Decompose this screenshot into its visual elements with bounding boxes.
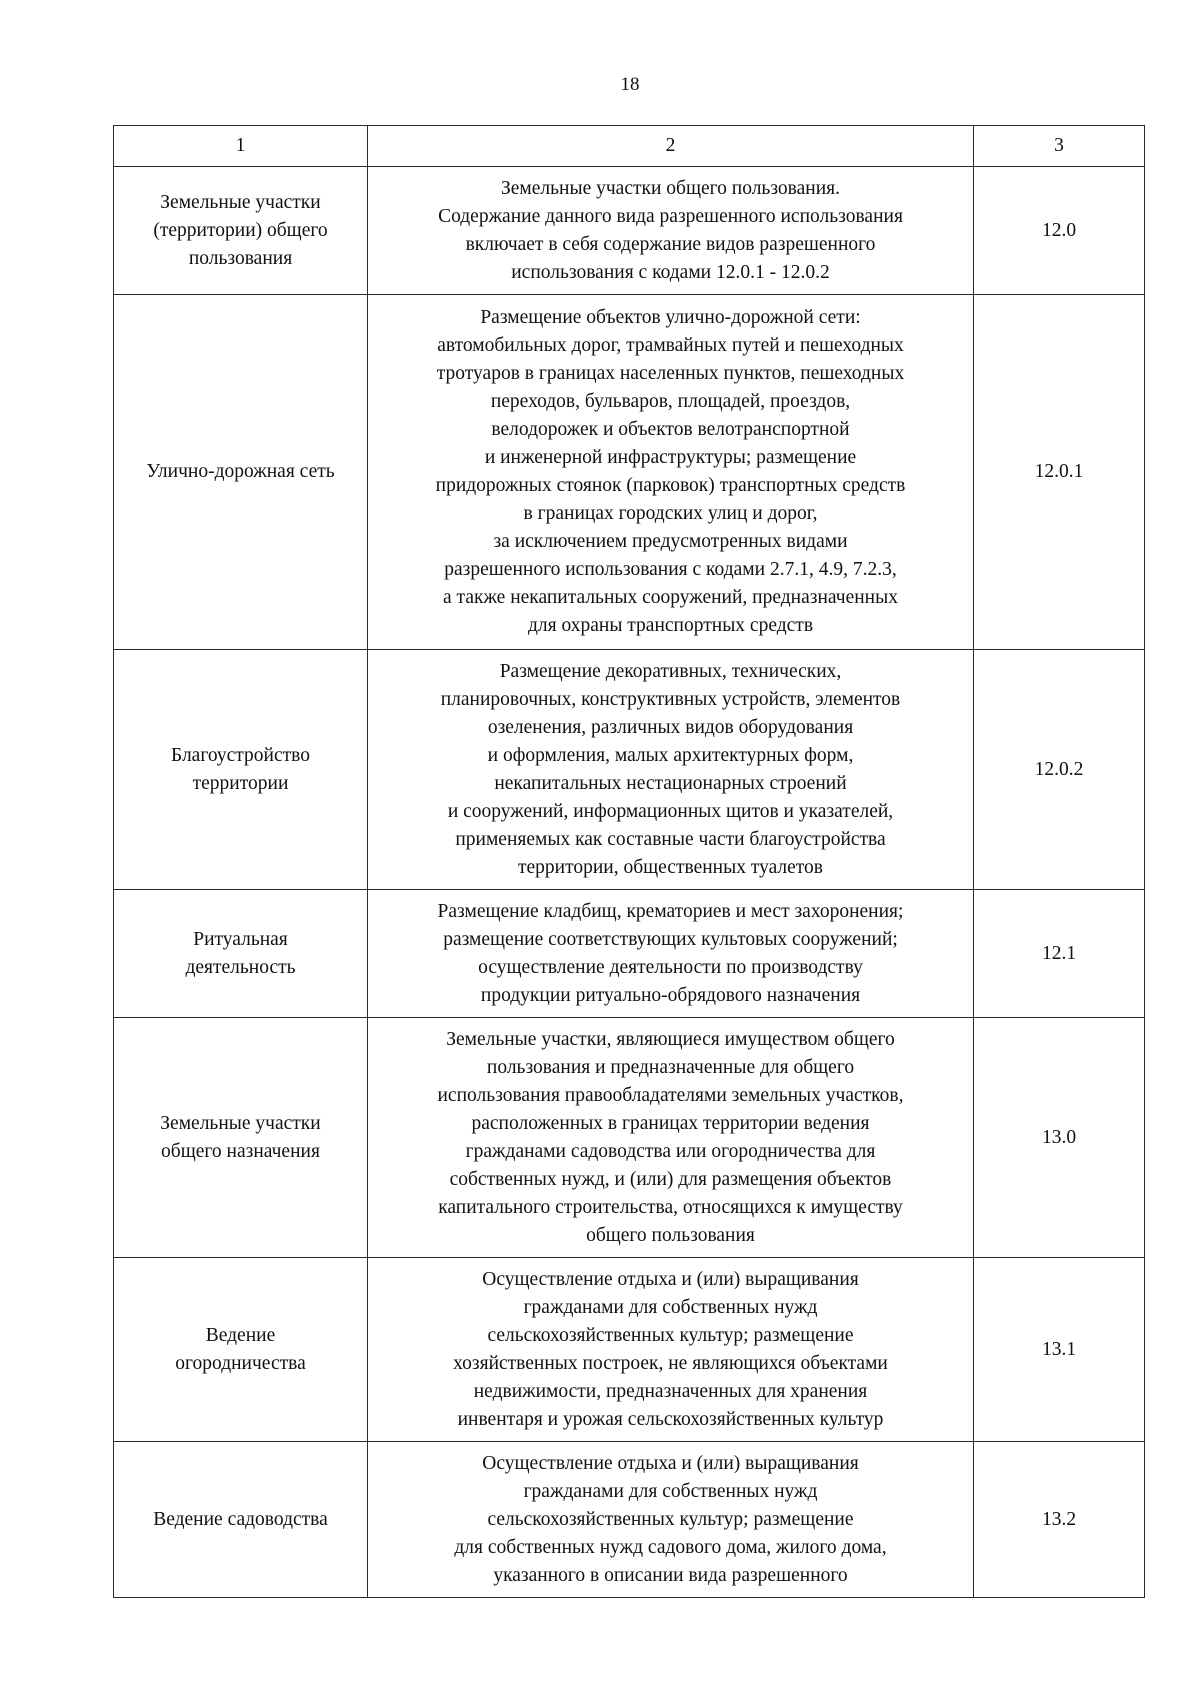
use-code-cell: [974, 1258, 1145, 1442]
use-description: Размещение кладбищ, крематориев и мест захоронения; размещение соответствующих культовых сооружений; осуществление деятельности по производству продукции ритуально-обрядового назначения: [437, 900, 904, 1006]
use-name: Земельные участки (территории) общего пользования: [153, 191, 328, 269]
column-header: 2: [368, 126, 974, 167]
table-row: [114, 650, 1145, 890]
use-code-cell: [974, 1018, 1145, 1258]
use-name: Ведение огородничества: [175, 1324, 306, 1374]
use-description-cell: [368, 167, 974, 295]
use-name-cell: [114, 890, 368, 1018]
use-description-cell: [368, 1258, 974, 1442]
column-header: 1: [114, 126, 368, 167]
use-name: Земельные участки общего назначения: [160, 1112, 321, 1162]
use-name: Улично-дорожная сеть: [146, 461, 335, 482]
table-header-row: [114, 126, 1145, 167]
column-header: 3: [974, 126, 1145, 167]
use-name: Благоустройство территории: [171, 744, 310, 794]
table-row: [114, 295, 1145, 650]
use-description-cell: [368, 1018, 974, 1258]
use-code-cell: [974, 650, 1145, 890]
table-row: [114, 1018, 1145, 1258]
use-code: 12.0: [1041, 219, 1077, 241]
use-description: Размещение декоративных, технических, планировочных, конструктивных устройств, элементов озеленения, различных видов оборудования и оформления, малых архитектурных форм, некапитальных нестационарных строений и сооружений, информационных щитов и указателей, применяемых как составные части благоустройства территории, общественных туалетов: [440, 660, 901, 878]
use-code-cell: [974, 890, 1145, 1018]
table-row: [114, 890, 1145, 1018]
use-description: Осуществление отдыха и (или) выращивания гражданами для собственных нужд сельскохозяйственных культур; размещение хозяйственных построек, не являющихся объектами недвижимости, предназначенных для хранения инвентаря и урожая сельскохозяйственных культур: [453, 1268, 888, 1430]
use-code: 13.1: [1041, 1338, 1077, 1360]
use-name-cell: [114, 1258, 368, 1442]
page-number: 18: [620, 74, 640, 95]
use-description-cell: [368, 890, 974, 1018]
use-name-cell: [114, 167, 368, 295]
use-name: Ритуальная деятельность: [185, 928, 296, 978]
use-description-cell: [368, 295, 974, 650]
use-code: 12.1: [1041, 942, 1077, 964]
use-description: Осуществление отдыха и (или) выращивания гражданами для собственных нужд сельскохозяйственных культур; размещение для собственных нужд садового дома, жилого дома, указанного в описании вида разрешенного: [454, 1452, 887, 1586]
use-code-cell: [974, 295, 1145, 650]
use-code: 13.2: [1041, 1508, 1077, 1530]
use-description: Размещение объектов улично-дорожной сети: автомобильных дорог, трамвайных путей и пешеходных тротуаров в границах населенных пунктов, пешеходных переходов, бульваров, площадей, проездов, велодорожек и объектов велотранспортной и инженерной инфраструктуры; размещение придорожных стоянок (парковок) транспортных средств в границах городских улиц и дорог, за исключением предусмотренных видами разрешенного использования с кодами 2.7.1, 4.9, 7.2.3, а также некапитальных сооружений, предназначенных для охраны транспортных средств: [435, 307, 906, 636]
use-name-cell: [114, 295, 368, 650]
use-code-cell: [974, 167, 1145, 295]
use-name-cell: [114, 1442, 368, 1598]
use-name: Ведение садоводства: [153, 1508, 328, 1530]
use-description-cell: [368, 650, 974, 890]
table-row: [114, 167, 1145, 295]
use-name-cell: [114, 650, 368, 890]
use-name-cell: [114, 1018, 368, 1258]
use-code: 12.0.1: [1034, 461, 1084, 482]
use-description: Земельные участки, являющиеся имуществом общего пользования и предназначенные для общего использования правообладателями земельных участков, расположенных в границах территории ведения гражданами садоводства или огородничества для собственных нужд, и (или) для размещения объектов капитального строительства, относящихся к имуществу общего пользования: [437, 1028, 904, 1246]
table-row: [114, 1442, 1145, 1598]
land-use-table: [113, 125, 1145, 1598]
use-description-cell: [368, 1442, 974, 1598]
use-description: Земельные участки общего пользования. Содержание данного вида разрешенного использования включает в себя содержание видов разрешенного использования с кодами 12.0.1 - 12.0.2: [438, 177, 903, 283]
table-row: [114, 1258, 1145, 1442]
use-code: 12.0.2: [1034, 758, 1084, 780]
use-code-cell: [974, 1442, 1145, 1598]
use-code: 13.0: [1041, 1126, 1077, 1148]
